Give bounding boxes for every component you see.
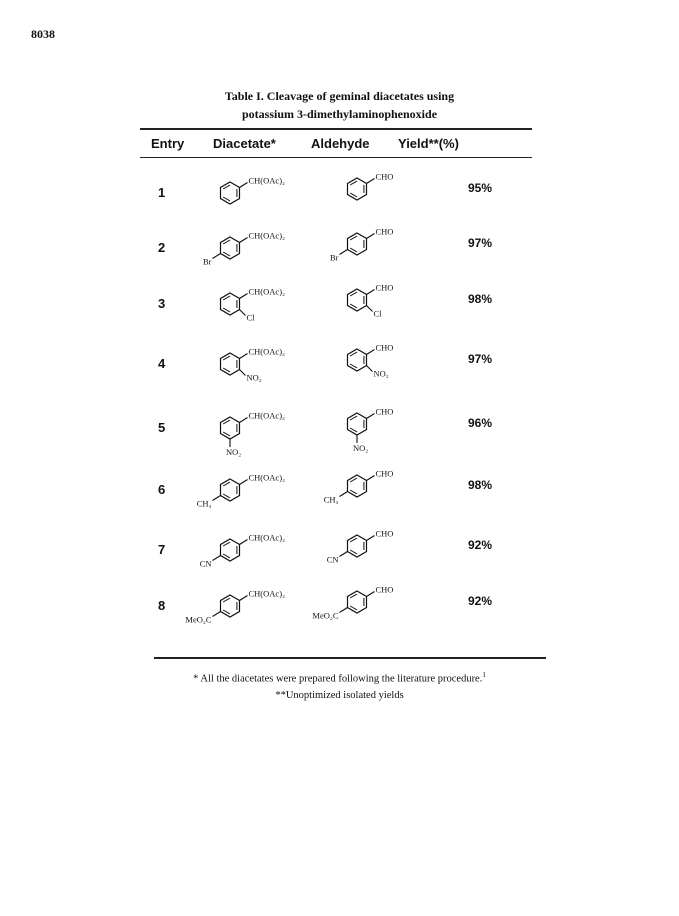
substituent-label: NO₂ (246, 372, 262, 383)
substituent-label: CH₃ (196, 498, 212, 509)
yield-value: 97% (468, 352, 493, 366)
main-group-label: CH(OAc)₂ (248, 588, 285, 599)
main-group-label: CHO (375, 282, 394, 293)
page-number: 8038 (31, 27, 55, 41)
table-title-line2: potassium 3-dimethylaminophenoxide (241, 107, 438, 121)
main-group-label: CH(OAc)₂ (248, 472, 285, 483)
table-top-rule (140, 128, 532, 130)
main-group-label: CHO (375, 584, 394, 595)
substituent-label: Br (203, 256, 212, 267)
yield-value: 96% (468, 416, 493, 430)
substituent-label: CH₃ (323, 494, 339, 505)
main-group-label: CH(OAc)₂ (248, 230, 285, 241)
substituent-label: Cl (246, 312, 255, 323)
entry-number: 8 (158, 598, 166, 613)
table-title-line1: Table I. Cleavage of geminal diacetates using (224, 89, 455, 103)
main-group-label: CHO (375, 406, 394, 417)
main-group-label: CH(OAc)₂ (248, 532, 285, 543)
main-group-label: CHO (375, 171, 394, 182)
yield-value: 98% (468, 292, 493, 306)
column-header-entry: Entry (151, 136, 185, 151)
yield-value: 98% (468, 478, 493, 492)
main-group-label: CH(OAc)₂ (248, 410, 285, 421)
substituent-label: NO₂ (226, 447, 242, 457)
yield-value: 97% (468, 236, 493, 250)
substituent-label: Cl (373, 308, 382, 319)
substituent-label: Br (330, 252, 339, 263)
entry-number: 3 (158, 296, 166, 311)
entry-number: 2 (158, 240, 166, 255)
substituent-label: NO₂ (373, 368, 389, 379)
substituent-label: NO₂ (353, 443, 369, 453)
table-bottom-rule (154, 657, 546, 659)
column-header-aldehyde: Aldehyde (311, 136, 370, 151)
footnote-yields: **Unoptimized isolated yields (275, 690, 404, 701)
footnote-reference: 1 (482, 671, 486, 679)
entry-number: 5 (158, 420, 166, 435)
main-group-label: CH(OAc)₂ (248, 286, 285, 297)
entry-number: 6 (158, 482, 166, 497)
yield-value: 92% (468, 594, 493, 608)
main-group-label: CH(OAc)₂ (248, 346, 285, 357)
entry-number: 7 (158, 542, 166, 557)
yield-value: 95% (468, 181, 493, 195)
table-header-rule (140, 157, 532, 158)
footnote-diacetates (0, 671, 679, 685)
footnote-diacetates-text: * All the diacetates were prepared following the literature procedure. (193, 673, 483, 685)
substituent-label: CN (199, 558, 212, 569)
yield-value: 92% (468, 538, 493, 552)
column-header-yield: Yield**(%) (398, 136, 459, 151)
substituent-label: CN (326, 554, 339, 565)
main-group-label: CHO (375, 528, 394, 539)
main-group-label: CHO (375, 342, 394, 353)
substituent-label: MeO₂C (185, 614, 212, 625)
substituent-label: MeO₂C (312, 610, 339, 621)
column-header-diacetate: Diacetate* (213, 136, 276, 151)
main-group-label: CHO (375, 468, 394, 479)
main-group-label: CH(OAc)₂ (248, 175, 285, 186)
main-group-label: CHO (375, 226, 394, 237)
table-caption (0, 87, 679, 123)
entry-number: 4 (158, 356, 166, 371)
entry-number: 1 (158, 185, 166, 200)
